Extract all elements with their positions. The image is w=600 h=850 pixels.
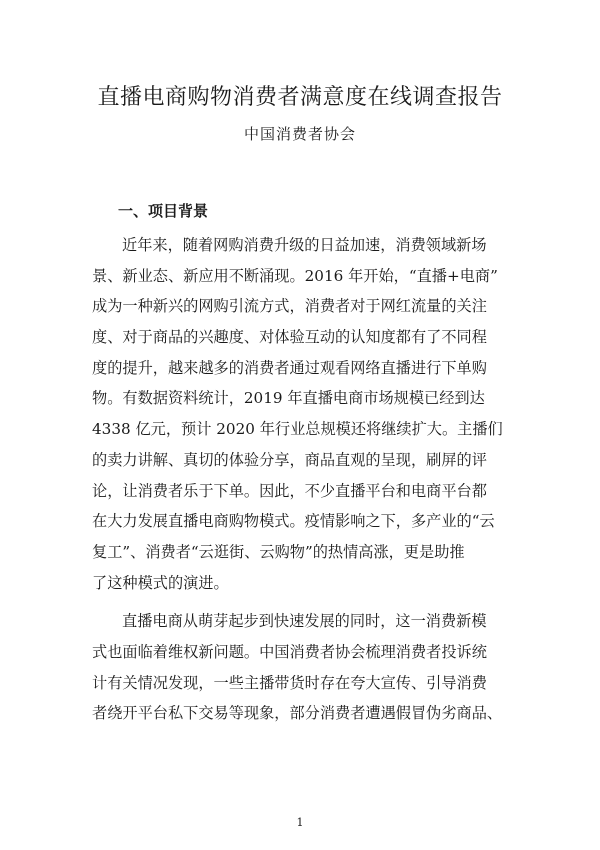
paragraph-line: 近年来，随着网购消费升级的日益加速，消费领域新场 xyxy=(122,236,487,254)
paragraph-line: 度的提升，越来越多的消费者通过观看网络直播进行下单购 xyxy=(92,358,487,377)
paragraph-line: 论，让消费者乐于下单。因此，不少直播平台和电商平台都 xyxy=(92,481,487,500)
paragraph-line: 成为一种新兴的网购引流方式，消费者对于网红流量的关注 xyxy=(92,297,487,316)
paragraph-line: 4338 亿元，预计 2020 年行业总规模还将继续扩大。主播们 xyxy=(92,420,503,439)
document-title: 直播电商购物消费者满意度在线调查报告 xyxy=(97,85,503,110)
paragraph-line: 直播电商从萌芽起步到快速发展的同时，这一消费新模 xyxy=(122,612,487,631)
paragraph-line: 复工”、消费者“云逛街、云购物”的热情高涨，更是助推 xyxy=(92,542,465,561)
paragraph-line: 物。有数据资料统计，2019 年直播电商市场规模已经到达 xyxy=(92,389,485,408)
paragraph-line: 度、对于商品的兴趣度、对体验互动的认知度都有了不同程 xyxy=(92,328,487,347)
organization-name: 中国消费者协会 xyxy=(243,125,356,143)
body-text xyxy=(92,230,512,729)
paragraph-line: 计有关情况发现，一些主播带货时存在夸大宣传、引导消费 xyxy=(92,673,487,692)
paragraph-line: 了这种模式的演进。 xyxy=(92,573,229,592)
page-number: 1 xyxy=(296,816,304,829)
paragraph-line: 景、新业态、新应用不断涌现。2016 年开始，“直播+电商” xyxy=(92,266,498,285)
paragraph-line: 的卖力讲解、真切的体验分享，商品直观的呈现，刷屏的评 xyxy=(92,450,487,469)
section-heading: 一、项目背景 xyxy=(118,202,209,220)
paragraph-line: 式也面临着维权新问题。中国消费者协会梳理消费者投诉统 xyxy=(92,642,487,661)
paragraph-line: 在大力发展直播电商购物模式。疫情影响之下，多产业的“云 xyxy=(92,512,495,531)
paragraph-line: 者绕开平台私下交易等现象，部分消费者遭遇假冒伪劣商品、 xyxy=(92,704,503,723)
